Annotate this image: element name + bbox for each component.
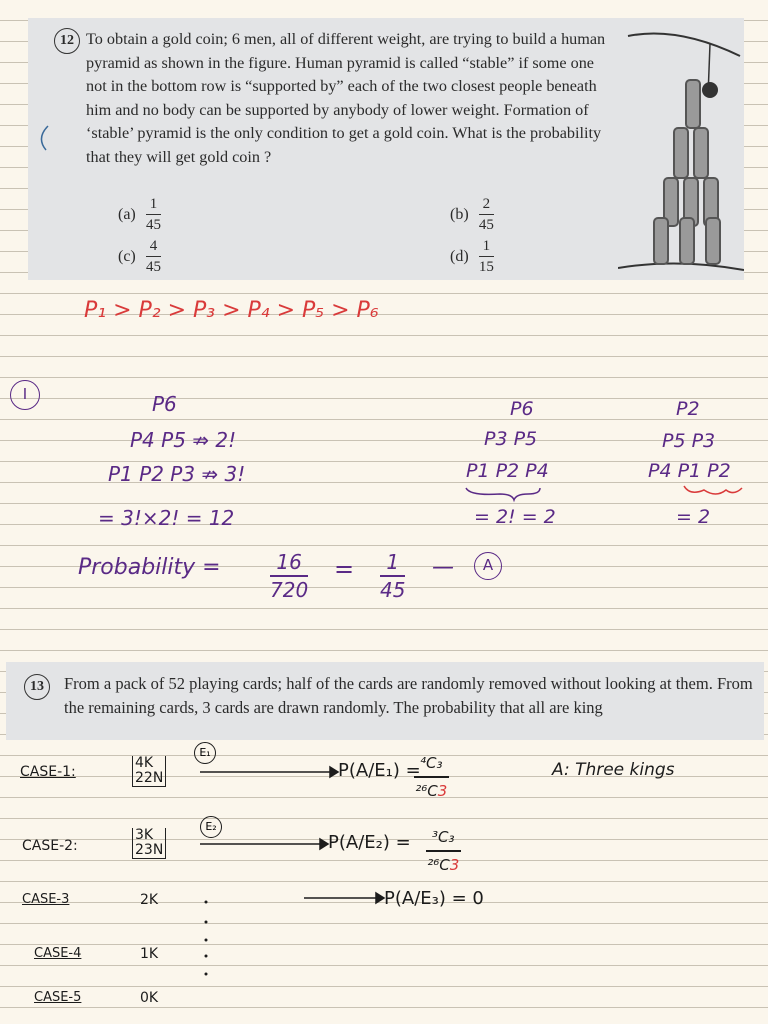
weight-order: P₁ > P₂ > P₃ > P₄ > P₅ > P₆ [84, 298, 379, 323]
numerator: 1 [479, 238, 495, 257]
arr1-mid: P4 P5 ⇏ 2! [130, 428, 237, 452]
equals-sign: = [334, 555, 355, 583]
numerator: 1 [146, 196, 162, 215]
denominator: 45 [146, 217, 162, 233]
arr1-result: = 3!×2! = 12 [98, 506, 235, 530]
arr3-bot: P4 P1 P2 [648, 460, 731, 482]
option-label: (a) [118, 206, 136, 223]
arr2-mid: P3 P5 [484, 428, 538, 450]
denominator: 15 [478, 259, 494, 275]
dash: — [432, 555, 454, 580]
case-5-label: CASE-5 [34, 990, 82, 1005]
arr2-result: = 2! = 2 [474, 506, 556, 528]
kings-count: 3K [135, 827, 154, 843]
arr3-top: P2 [676, 398, 700, 420]
arr3-mid: P5 P3 [662, 430, 716, 452]
option-label: (b) [450, 206, 469, 223]
case-3-label: CASE-3 [22, 892, 70, 907]
case-5-value: 0K [140, 990, 159, 1006]
denominator: 45 [146, 259, 162, 275]
event-definition: A: Three kings [552, 760, 675, 780]
numerator: 2 [479, 196, 495, 215]
question-text: From a pack of 52 playing cards; half of the cards are randomly removed without looking at them. From the remaining cards, 3 cards are drawn randomly. The probability that all are king [64, 674, 753, 717]
denominator: 45 [478, 217, 494, 233]
question-number: 12 [54, 28, 80, 54]
question-number: 13 [24, 674, 50, 700]
kings-count: 4K [135, 755, 154, 771]
case-1-prob: P(A/E₁) = [338, 760, 421, 781]
non-kings-count: 23N [135, 842, 164, 858]
option-label: (d) [450, 248, 469, 265]
option-label: (c) [118, 248, 136, 265]
denominator: 720 [270, 578, 309, 602]
denominator: 45 [380, 578, 406, 602]
numerator: 16 [270, 551, 307, 577]
probability-label: Probability = [78, 555, 221, 580]
numerator: 4 [146, 238, 162, 257]
arr1-top: P6 [152, 392, 177, 416]
answer-marker: A [474, 552, 502, 580]
case-marker: I [10, 380, 40, 410]
denominator-r: 3 [449, 856, 460, 874]
case-2-label: CASE-2: [22, 838, 78, 854]
case-2-prob: P(A/E₂) = [328, 832, 411, 853]
numerator: 1 [380, 551, 405, 577]
arr2-top: P6 [510, 398, 534, 420]
non-kings-count: 22N [135, 770, 164, 786]
event-e2: E₂ [200, 816, 222, 838]
case-4-label: CASE-4 [34, 946, 82, 961]
case-3-prob: P(A/E₃) = 0 [384, 888, 484, 909]
question-text: To obtain a gold coin; 6 men, all of different weight, are trying to build a human pyramid as shown in the figure. Human pyramid is called “stable” if some one not in the bottom row is “supported by” each of the two closest people beneath him and no body can be supported by anybody of lower weight. Formation of ‘stable’ pyramid is the only condition to get a gold coin. What is the probability that they will get gold coin ? [86, 30, 606, 166]
arr2-bot: P1 P2 P4 [466, 460, 549, 482]
denominator-base: ²⁶C [427, 856, 450, 874]
denominator-r: 3 [437, 782, 448, 800]
case-1-label: CASE-1: [20, 764, 76, 780]
arr3-result: = 2 [676, 506, 711, 528]
numerator: ⁴C₃ [414, 752, 449, 778]
case-3-value: 2K [140, 892, 159, 908]
case-4-value: 1K [140, 946, 159, 962]
arr1-bot: P1 P2 P3 ⇏ 3! [108, 462, 246, 486]
event-e1: E₁ [194, 742, 216, 764]
denominator-base: ²⁶C [415, 782, 438, 800]
numerator: ³C₃ [426, 826, 461, 852]
